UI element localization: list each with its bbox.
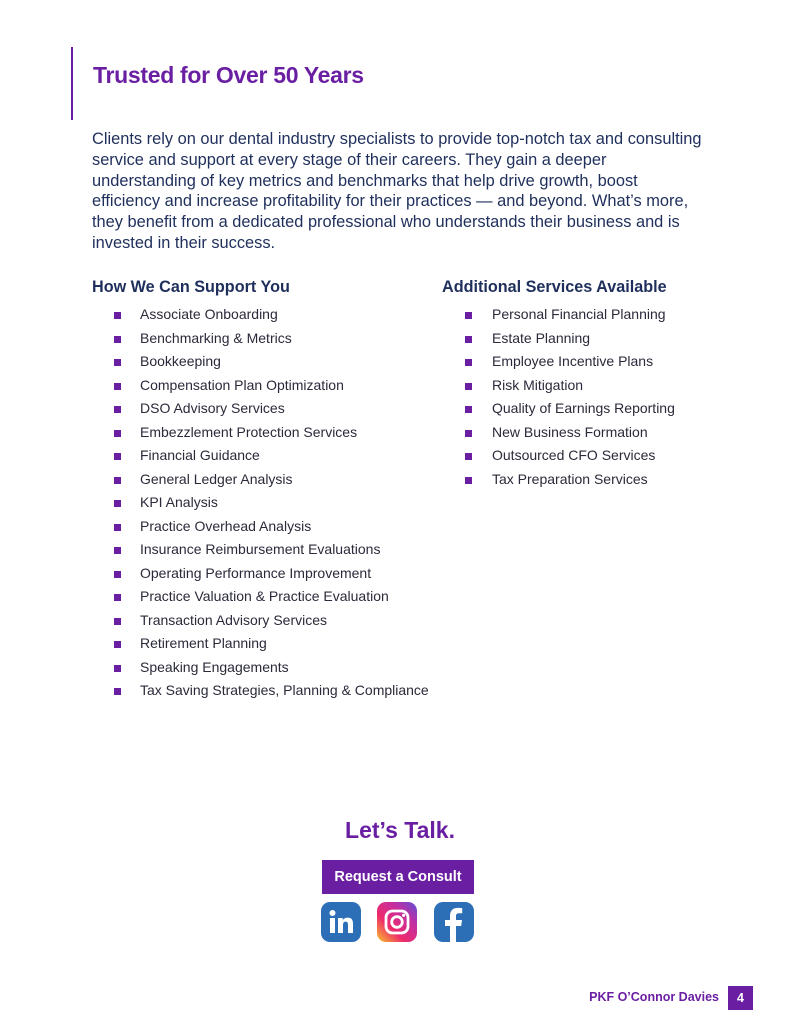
bullet-square-icon	[114, 477, 121, 484]
list-item-label: Speaking Engagements	[140, 658, 289, 675]
support-heading: How We Can Support You	[92, 278, 290, 296]
list-item-label: Associate Onboarding	[140, 306, 278, 322]
list-item-label: Estate Planning	[492, 329, 591, 346]
list-item-label: General Ledger Analysis	[140, 470, 293, 487]
list-item	[442, 327, 762, 351]
list-item-label: Operating Performance Improvement	[140, 564, 372, 581]
bullet-square-icon	[465, 383, 472, 390]
additional-services-column	[442, 277, 762, 491]
list-item	[92, 585, 432, 609]
list-item	[92, 444, 432, 468]
bullet-square-icon	[114, 594, 121, 601]
list-item-label: Financial Guidance	[140, 447, 260, 463]
bullet-square-icon	[114, 524, 121, 531]
list-item	[92, 609, 432, 633]
bullet-square-icon	[114, 618, 121, 625]
list-item	[442, 397, 762, 421]
list-item	[442, 303, 762, 327]
list-item	[92, 350, 432, 374]
list-item-label: Transaction Advisory Services	[140, 611, 327, 628]
bullet-square-icon	[114, 547, 121, 554]
additional-services-heading: Additional Services Available	[442, 278, 667, 296]
list-item-label: Quality of Earnings Reporting	[492, 400, 675, 416]
additional-services-list	[442, 303, 762, 491]
list-item-label: Tax Preparation Services	[492, 470, 648, 487]
list-item	[92, 468, 432, 492]
list-item	[442, 350, 762, 374]
list-item-label: Risk Mitigation	[492, 376, 584, 393]
facebook-icon[interactable]	[434, 902, 474, 942]
instagram-icon[interactable]	[377, 902, 417, 942]
bullet-square-icon	[465, 430, 472, 437]
bullet-square-icon	[114, 665, 121, 672]
list-item-label: Benchmarking & Metrics	[140, 329, 292, 346]
bullet-square-icon	[114, 500, 121, 507]
list-item-label: Embezzlement Protection Services	[140, 423, 358, 440]
list-item	[442, 444, 762, 468]
bullet-square-icon	[114, 383, 121, 390]
list-item	[92, 397, 432, 421]
list-item	[92, 327, 432, 351]
cta-title: Let’s Talk.	[345, 817, 455, 843]
list-item-label: Compensation Plan Optimization	[140, 376, 344, 393]
page-title: Trusted for Over 50 Years	[93, 62, 364, 88]
bullet-square-icon	[114, 641, 121, 648]
bullet-square-icon	[465, 406, 472, 413]
bullet-square-icon	[465, 336, 472, 343]
list-item	[92, 303, 432, 327]
list-item	[92, 656, 432, 680]
bullet-square-icon	[114, 688, 121, 695]
list-item	[92, 515, 432, 539]
bullet-square-icon	[465, 477, 472, 484]
title-accent-bar	[71, 47, 73, 120]
list-item	[442, 468, 762, 492]
bullet-square-icon	[114, 571, 121, 578]
list-item	[442, 374, 762, 398]
list-item-label: New Business Formation	[492, 423, 648, 440]
bullet-square-icon	[114, 359, 121, 366]
bullet-square-icon	[114, 430, 121, 437]
list-item-label: Insurance Reimbursement Evaluations	[140, 541, 381, 557]
footer-brand: PKF O’Connor Davies	[589, 990, 719, 1004]
list-item-label: Retirement Planning	[140, 635, 267, 651]
page-number: 4	[728, 986, 753, 1010]
support-list	[92, 303, 432, 703]
bullet-square-icon	[465, 312, 472, 319]
list-item-label: Employee Incentive Plans	[492, 353, 654, 369]
bullet-square-icon	[114, 336, 121, 343]
list-item-label: Personal Financial Planning	[492, 306, 666, 322]
list-item	[92, 632, 432, 656]
list-item	[92, 538, 432, 562]
list-item	[92, 374, 432, 398]
bullet-square-icon	[114, 312, 121, 319]
support-column	[92, 277, 432, 703]
list-item-label: DSO Advisory Services	[140, 400, 285, 416]
bullet-square-icon	[465, 359, 472, 366]
request-consult-button[interactable]: Request a Consult	[322, 860, 474, 894]
list-item-label: KPI Analysis	[140, 494, 218, 510]
linkedin-icon[interactable]	[321, 902, 361, 942]
list-item-label: Bookkeeping	[140, 353, 221, 369]
list-item	[442, 421, 762, 445]
list-item	[92, 679, 432, 703]
list-item-label: Practice Valuation & Practice Evaluation	[140, 588, 389, 604]
intro-paragraph: Clients rely on our dental industry specialists to provide top-notch tax and consulting service and support at every stage of their careers. They gain a deeper understanding of key metrics and benchmarks that help drive growth, boost efficiency and increase profitability for their practices — and beyond. What’s more, they benefit from a dedicated professional who understands their business and is invested in their success.	[92, 130, 702, 252]
list-item	[92, 562, 432, 586]
list-item	[92, 421, 432, 445]
bullet-square-icon	[114, 453, 121, 460]
list-item	[92, 491, 432, 515]
list-item-label: Tax Saving Strategies, Planning & Compliance	[140, 682, 429, 698]
bullet-square-icon	[114, 406, 121, 413]
bullet-square-icon	[465, 453, 472, 460]
list-item-label: Practice Overhead Analysis	[140, 517, 312, 534]
list-item-label: Outsourced CFO Services	[492, 447, 656, 463]
